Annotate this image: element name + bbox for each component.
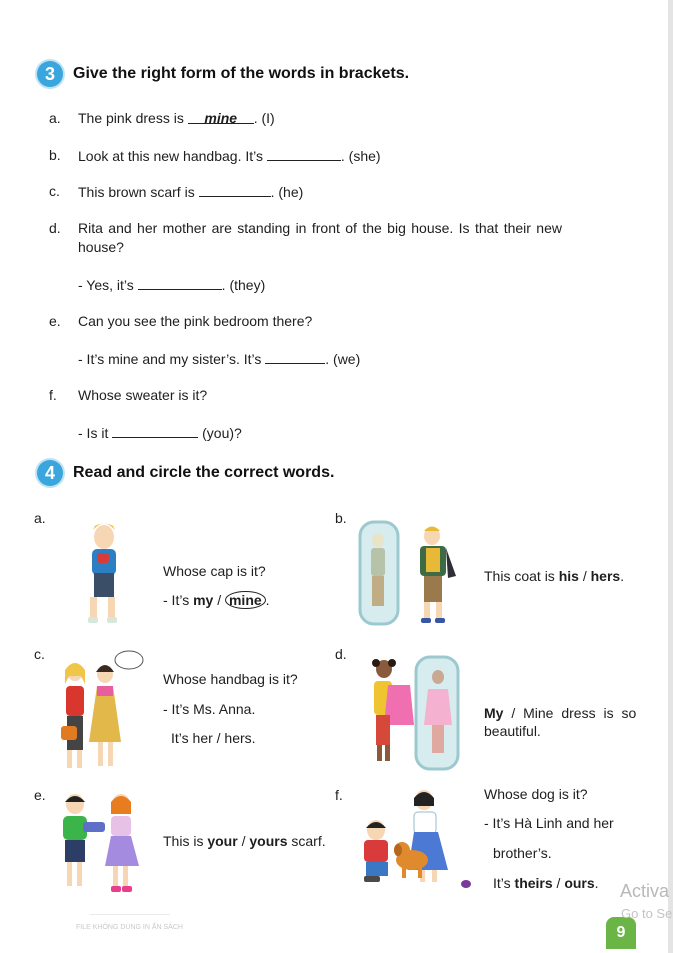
item-4d-line1 [484, 704, 646, 723]
question-text: The pink dress is [78, 110, 188, 126]
option-your[interactable]: your [207, 833, 238, 849]
activate-windows-watermark: Activa [620, 881, 670, 901]
question-text: Look at this new handbag. It’s [78, 148, 267, 164]
footer-watermark-text: FILE KHÔNG DÙNG IN ẤN SÁCH [76, 924, 183, 931]
answer-blank[interactable]: mine [188, 109, 254, 124]
item-4e-letter: e. [34, 787, 46, 803]
item-4d-line2: beautiful. [484, 723, 541, 739]
question-text: Rita and her mother are standing in front of the big house. Is that their new [78, 220, 562, 236]
answer-text: - It’s mine and my sister’s. It’s [78, 351, 266, 367]
item-4a-suffix: . [265, 592, 270, 608]
option-my[interactable]: My [484, 705, 504, 721]
question-hint: (you)? [198, 425, 242, 441]
question-letter: d. [49, 220, 61, 236]
question-letter: e. [49, 313, 61, 329]
item-4a-prefix: - It’s [163, 592, 194, 608]
item-4d-letter: d. [335, 646, 347, 662]
item-4b-prefix: This coat is [484, 568, 559, 584]
footer-divider [90, 914, 170, 915]
item-4b-suffix: . [620, 568, 625, 584]
question-text-line2: house? [78, 239, 124, 255]
section-3-title: Give the right form of the words in brackets. [73, 65, 410, 82]
option-mine-circled[interactable] [225, 591, 266, 609]
section-3-number: 3 [37, 61, 63, 87]
girls-scarf-illustration [55, 790, 145, 898]
item-4f-line2: - It’s Hà Linh and her [484, 815, 614, 831]
option-mine[interactable]: mine [228, 592, 262, 608]
option-my[interactable]: my [193, 592, 214, 608]
page-edge [668, 0, 673, 953]
question-hint: . (he) [270, 184, 304, 200]
section-4-header [37, 460, 334, 486]
answer-3f [78, 423, 242, 443]
boy-mirror-illustration [358, 518, 458, 630]
section-4-title: Read and circle the correct words. [73, 464, 335, 481]
question-hint: . (we) [325, 351, 361, 367]
question-text: This brown scarf is [78, 184, 199, 200]
item-4f-suffix: . [594, 875, 599, 891]
item-4c-letter: c. [34, 646, 45, 662]
question-hint: . (I) [253, 110, 275, 126]
item-4e-text [163, 832, 326, 851]
question-letter: a. [49, 110, 61, 126]
option-yours[interactable]: yours [249, 833, 288, 849]
option-separator: / [578, 568, 591, 584]
option-separator: / [213, 592, 225, 608]
section-3-header [37, 61, 409, 87]
section-4-number: 4 [37, 460, 63, 486]
option-theirs[interactable]: theirs [514, 875, 553, 891]
answer-blank[interactable] [267, 146, 341, 161]
item-4e-prefix: This is [163, 833, 208, 849]
answer-blank[interactable] [265, 349, 325, 364]
item-4a-question: Whose cap is it? [163, 563, 266, 579]
answer-blank[interactable] [112, 423, 198, 438]
item-4c-line2: - It’s Ms. Anna. [163, 701, 256, 717]
item-4b-text [484, 567, 624, 586]
answer-text: - Yes, it’s [78, 277, 138, 293]
kids-dog-illustration [358, 788, 470, 894]
item-4b-letter: b. [335, 510, 347, 526]
item-4a-answer [163, 591, 270, 610]
question-3d [49, 219, 649, 259]
option-separator: / [237, 833, 250, 849]
question-hint: . (she) [340, 148, 381, 164]
item-4c-line3: It’s her / hers. [171, 730, 256, 746]
answer-3e [78, 349, 360, 369]
item-4c-question: Whose handbag is it? [163, 671, 298, 687]
item-4f-question: Whose dog is it? [484, 786, 588, 802]
answer-blank[interactable] [138, 275, 222, 290]
item-4f-line4 [493, 874, 599, 893]
goto-settings-watermark: Go to Se [621, 906, 673, 921]
item-4f-line3: brother’s. [493, 845, 552, 861]
item-4f-letter: f. [335, 787, 343, 803]
question-text: Whose sweater is it? [78, 387, 208, 403]
question-text: Can you see the pink bedroom there? [78, 313, 313, 329]
option-separator: / [552, 875, 565, 891]
option-his[interactable]: his [558, 568, 579, 584]
girl-dress-mirror-illustration [366, 655, 468, 773]
item-4f-prefix: It’s [493, 875, 515, 891]
answer-blank[interactable] [199, 182, 271, 197]
item-4d-rest: / Mine dress is so [503, 705, 637, 721]
question-letter: b. [49, 147, 61, 163]
women-handbag-illustration [55, 650, 150, 778]
answer-3d [78, 275, 265, 295]
item-4e-suffix: scarf. [287, 833, 326, 849]
answer-text: - Is it [78, 425, 113, 441]
item-4a-letter: a. [34, 510, 46, 526]
question-hint: . (they) [221, 277, 266, 293]
option-hers[interactable]: hers [590, 568, 621, 584]
question-letter: c. [49, 183, 60, 199]
option-ours[interactable]: ours [564, 875, 595, 891]
question-letter: f. [49, 387, 57, 403]
boy-cap-illustration [80, 513, 126, 633]
page-number: 9 [606, 917, 636, 949]
